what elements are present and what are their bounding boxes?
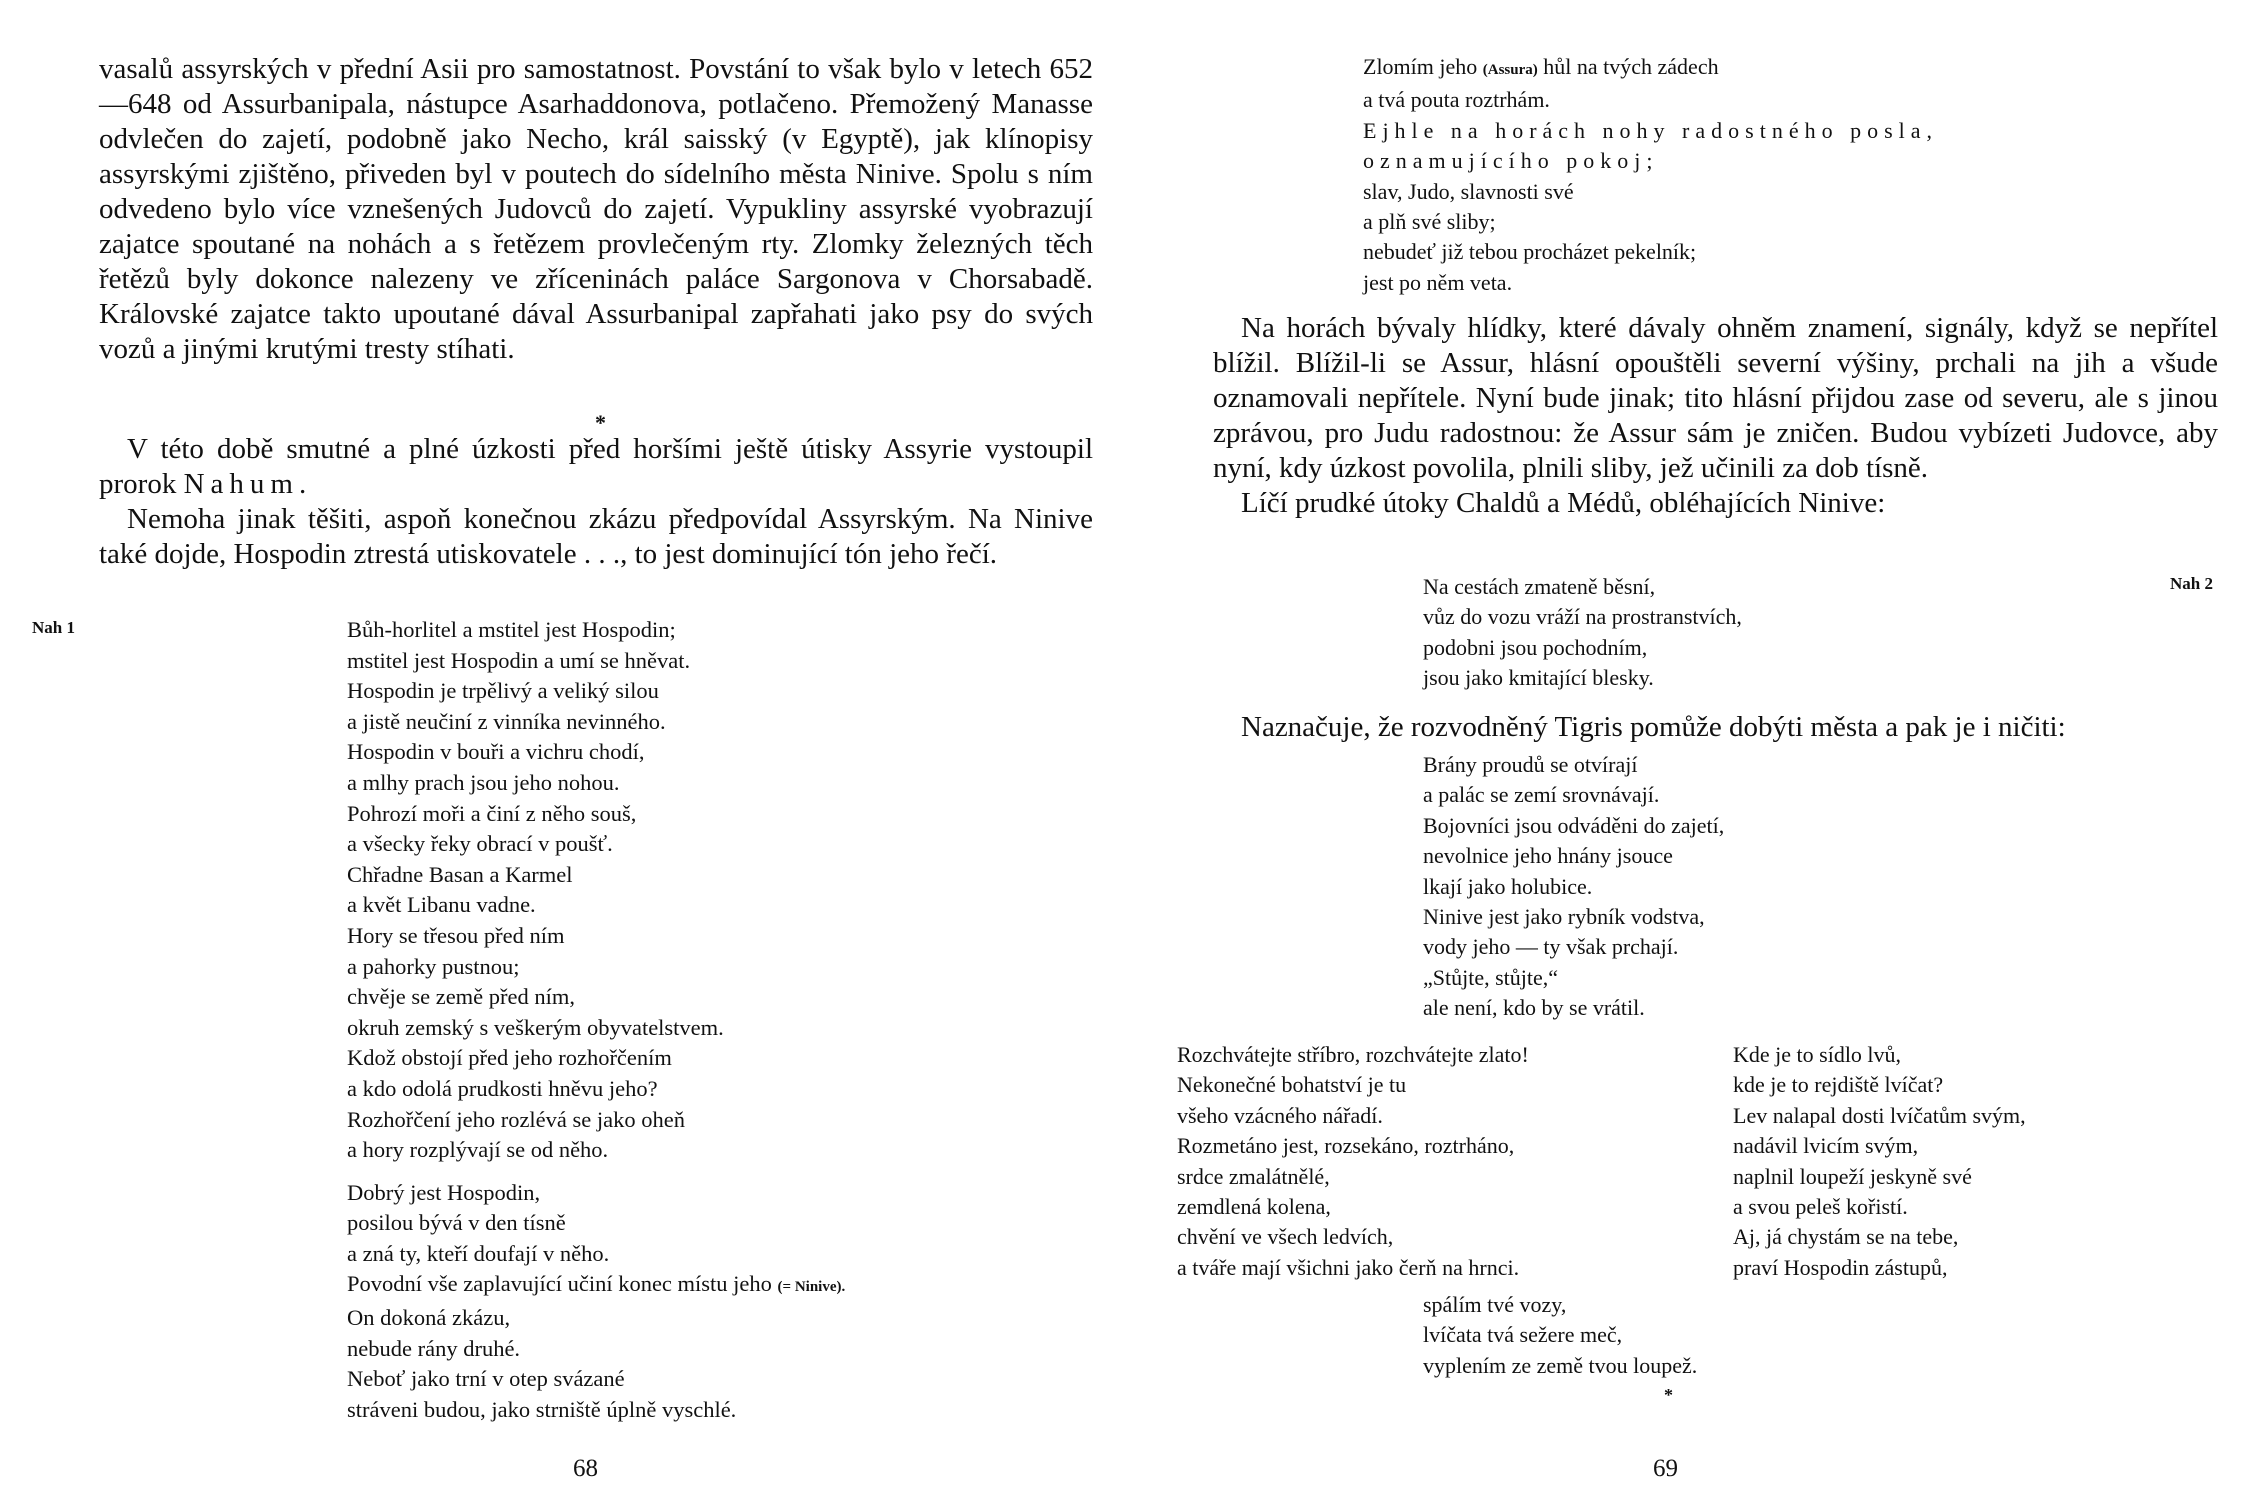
poem-line: spálím tvé vozy, <box>1423 1292 1567 1317</box>
right-prose-block <box>1213 311 2218 521</box>
poem-line: a plň své sliby; <box>1363 209 1496 235</box>
right-page <box>1123 0 2246 1500</box>
poem-line: vody jeho — ty však prchají. <box>1423 934 1679 960</box>
poem-line: On dokoná zkázu, <box>347 1305 511 1331</box>
poem-line: a svou peleš kořistí. <box>1733 1194 1908 1220</box>
poem-line: Hospodin je trpělivý a veliký silou <box>347 678 659 704</box>
left-section-asterisk: * <box>595 410 606 435</box>
right-margin-reference: Nah 2 <box>2170 574 2213 593</box>
right-prose-paragraph-3: Naznačuje, že rozvodněný Tigris pomůže dobýti města a pak je i ničiti: <box>1241 711 2066 743</box>
poem-line-spaced: Ejhle na horách nohy radostného posla, <box>1363 117 1939 143</box>
poem-line: ale není, kdo by se vrátil. <box>1423 995 1645 1021</box>
poem-line: stráveni budou, jako strniště úplně vyschlé. <box>347 1396 737 1422</box>
prophet-name: Nahum. <box>183 468 313 500</box>
right-section-asterisk: * <box>1664 1385 1673 1405</box>
poem-line: a palác se zemí srovnávají. <box>1423 782 1660 808</box>
right-prose-block-2 <box>1213 710 2218 745</box>
poem-line: Hospodin v bouři a vichru chodí, <box>347 739 645 765</box>
poem-line: Dobrý jest Hospodin, <box>347 1179 541 1205</box>
poem-line: Neboť jako trní v otep svázané <box>347 1366 625 1392</box>
poem-line: chvěje se země před ním, <box>347 984 576 1010</box>
poem-line: Kde je to sídlo lvů, <box>1733 1042 1902 1067</box>
left-prose-paragraph-2 <box>99 432 1093 502</box>
poem-line: a tvá pouta roztrhám. <box>1363 87 1550 113</box>
right-poem-2 <box>1423 750 2103 1024</box>
left-page-number: 68 <box>573 1455 598 1482</box>
poem-inline-note: (= Ninive). <box>777 1279 846 1296</box>
poem-line: vyplením ze země tvou loupež. <box>1423 1352 1698 1378</box>
left-margin-reference: Nah 1 <box>32 618 75 637</box>
poem-line: Brány proudů se otvírají <box>1423 752 1638 777</box>
right-poem-left-column <box>1177 1040 1717 1283</box>
poem-line: Rozhořčení jeho rozlévá se jako oheň <box>347 1106 685 1132</box>
poem-line: Aj, já chystám se na tebe, <box>1733 1224 1959 1250</box>
poem-line: a všecky řeky obrací v poušť. <box>347 831 613 857</box>
poem-line: Rozmetáno jest, rozsekáno, roztrháno, <box>1177 1133 1515 1159</box>
poem-line: vůz do vozu vráží na prostranstvích, <box>1423 604 1742 630</box>
poem-line: a zná ty, kteří doufají v něho. <box>347 1240 610 1266</box>
poem-line: Nekonečné bohatství je tu <box>1177 1072 1407 1098</box>
left-prose-paragraph-2-text: V této době smutné a plné úzkosti před horšími ještě útisky Assyrie vystoupil prorok <box>99 433 1093 500</box>
poem-line: Kdož obstojí před jeho rozhořčením <box>347 1045 672 1071</box>
poem-line: nadávil lvicím svým, <box>1733 1133 1919 1159</box>
poem-line: všeho vzácného nářadí. <box>1177 1102 1383 1128</box>
poem-line: Na cestách zmateně běsní, <box>1423 574 1656 599</box>
poem-line: podobni jsou pochodním, <box>1423 634 1648 660</box>
right-prose-paragraph-1: Na horách bývaly hlídky, které dávaly ohněm znamení, signály, když se nepřítel blížil. Blížil-li se Assur, hlásní opouštěli severní výšiny, prchali na jih a všude oznamovali nepřítele. Nyní bude jinak; tito hlásní přijdou zase od severu, ale s jinou zprávou, pro Judu radostnou: že Assur sám je zničen. Budou vybízeti Judovce, aby nyní, kdy úzkost povolila, plnili sliby, jež učinili za dob tísně. <box>1213 312 2218 484</box>
poem-line: naplnil loupeží jeskyně své <box>1733 1163 1972 1189</box>
poem-line: a mlhy prach jsou jeho nohou. <box>347 769 620 795</box>
poem-line: mstitel jest Hospodin a umí se hněvat. <box>347 647 691 673</box>
poem-line: nebude rány druhé. <box>347 1335 521 1361</box>
right-poem-end <box>1423 1290 2023 1381</box>
left-prose-block-2 <box>99 432 1093 572</box>
stanza-gap <box>347 1166 1107 1178</box>
left-poem-1 <box>347 615 1107 1425</box>
poem-line: jsou jako kmitající blesky. <box>1423 665 1654 691</box>
poem-line: slav, Judo, slavnosti své <box>1363 178 1574 204</box>
poem-line: a pahorky pustnou; <box>347 953 520 979</box>
right-page-number: 69 <box>1653 1455 1678 1482</box>
poem-line: „Stůjte, stůjte,“ <box>1423 964 1559 990</box>
poem-line: Lev nalapal dosti lvíčatům svým, <box>1733 1102 2026 1128</box>
poem-line-text: Povodní vše zaplavující učiní konec místu jeho <box>347 1271 772 1297</box>
left-prose-paragraph-3: Nemoha jinak těšiti, aspoň konečnou zkázu předpovídal Assyrským. Na Ninive také dojde, Hospodin ztrestá utiskovatele . . ., to jest dominující tón jeho řečí. <box>99 503 1093 570</box>
poem-line: a květ Libanu vadne. <box>347 892 536 918</box>
right-poem-1 <box>1423 572 2103 694</box>
poem-line: a tváře mají všichni jako čerň na hrnci. <box>1177 1254 1520 1280</box>
poem-line: lkají jako holubice. <box>1423 873 1593 899</box>
poem-line: a kdo odolá prudkosti hněvu jeho? <box>347 1075 658 1101</box>
poem-line: posilou bývá v den tísně <box>347 1210 566 1236</box>
right-poem-right-column <box>1733 1040 2213 1283</box>
poem-line: a jistě neučiní z vinníka nevinného. <box>347 708 666 734</box>
poem-line: chvění ve všech ledvích, <box>1177 1224 1394 1250</box>
poem-line: zemdlená kolena, <box>1177 1194 1331 1220</box>
poem-line: jest po něm veta. <box>1363 269 1513 295</box>
poem-line: Pohrozí moři a činí z něho souš, <box>347 800 637 826</box>
poem-line: Rozchvátejte stříbro, rozchvátejte zlato! <box>1177 1042 1529 1067</box>
poem-line-text: hůl na tvých zádech <box>1543 54 1719 79</box>
poem-line: okruh zemský s veškerým obyvatelstvem. <box>347 1014 724 1040</box>
poem-line <box>347 1269 1107 1303</box>
poem-line: Hory se třesou před ním <box>347 922 565 948</box>
poem-line: srdce zmalátnělé, <box>1177 1163 1330 1189</box>
poem-line-text: Zlomím jeho <box>1363 54 1478 79</box>
right-poem-top <box>1363 52 2223 298</box>
poem-line: a hory rozplývají se od něho. <box>347 1137 609 1163</box>
poem-line-spaced: oznamujícího pokoj; <box>1363 148 1659 174</box>
left-prose-paragraph-1: vasalů assyrských v přední Asii pro samostatnost. Povstání to však bylo v letech 652—648 od Assurbanipala, nástupce Asarhaddonova, potlačeno. Přemožený Manasse odvlečen do zajetí, podobně jako Necho, král saisský (v Egyptě), jak klínopisy assyrskými zjištěno, přiveden byl v poutech do sídelního města Ninive. Spolu s ním odvedeno bylo více vznešených Judovců do zajetí. Vypukliny assyrské vyobrazují zajatce spoutané na nohách a s řetězem provlečeným rty. Zlomky železných těch řetězů byly dokonce nalezeny ve zříceninách paláce Sargonova v Chorsabadě. Královské zajatce takto upoutané dával Assurbanipal zapřahati jako psy do svých vozů a jinými krutými tresty stíhati. <box>99 53 1093 365</box>
poem-line: praví Hospodin zástupů, <box>1733 1254 1948 1280</box>
poem-line: nevolnice jeho hnány jsouce <box>1423 843 1673 869</box>
poem-line: Ninive jest jako rybník vodstva, <box>1423 904 1705 930</box>
poem-inline-note: (Assura) <box>1482 62 1538 78</box>
left-prose-block <box>99 52 1093 367</box>
right-prose-paragraph-2: Líčí prudké útoky Chaldů a Médů, obléhajících Ninive: <box>1241 487 1886 519</box>
poem-line: kde je to rejdiště lvíčat? <box>1733 1072 1944 1098</box>
poem-line <box>1363 52 2223 85</box>
poem-line: Bojovníci jsou odváděni do zajetí, <box>1423 812 1725 838</box>
poem-line: Bůh-horlitel a mstitel jest Hospodin; <box>347 617 676 642</box>
poem-line: Chřadne Basan a Karmel <box>347 861 573 887</box>
poem-line: nebudeť již tebou procházet pekelník; <box>1363 239 1697 265</box>
poem-line: lvíčata tvá sežere meč, <box>1423 1322 1623 1348</box>
